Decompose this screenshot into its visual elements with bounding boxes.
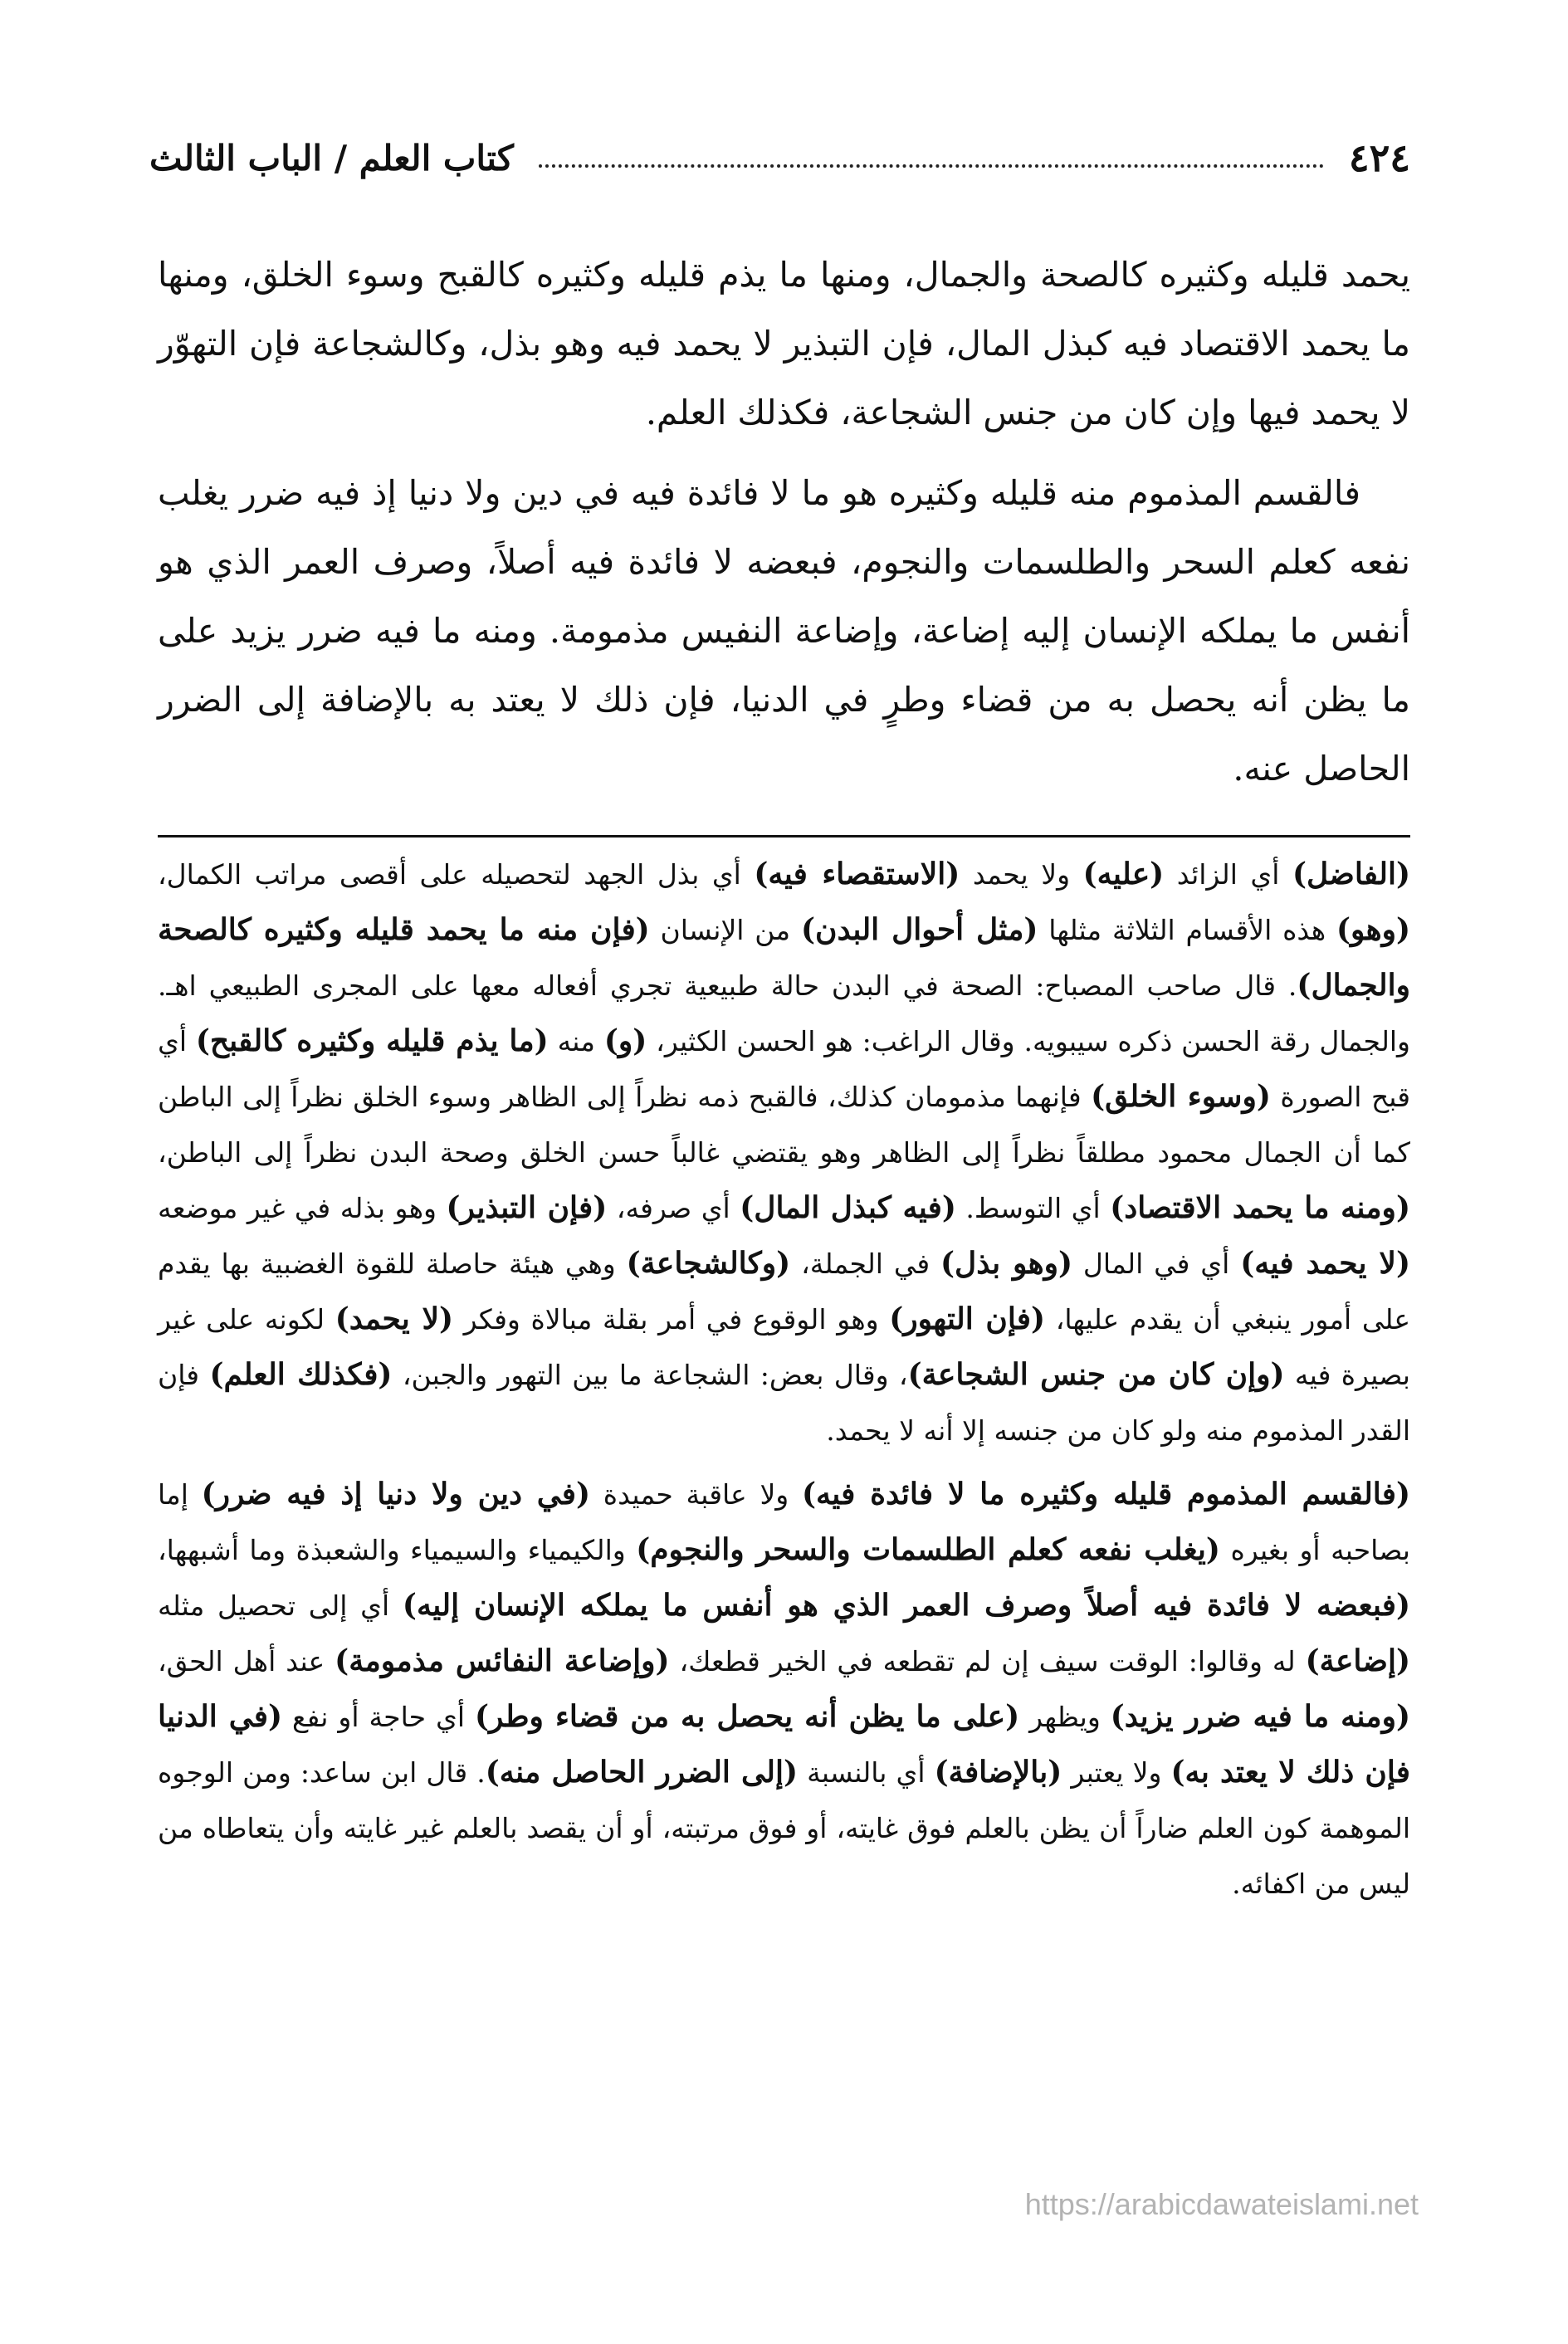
commentary-run: والكيمياء والسيمياء والشعبذة وما أشبهها، [158,1534,637,1566]
main-paragraph: فالقسم المذموم منه قليله وكثيره هو ما لا فائدة فيه في دين ولا دنيا إذ فيه ضرر يغلب نفعه كعلم السحر والطلسمات والنجوم، فبعضه لا فائدة فيه أصلاً، وصرف العمر الذي هو أنفس ما يملكه الإنسان إليه إضاعة، وإضاعة النفيس مذمومة. ومنه ما فيه ضرر يزيد على ما يظن أنه يحصل به من قضاء وطرٍ في الدنيا، فإن ذلك لا يعتد به بالإضافة إلى الضرر الحاصل عنه. [158,473,1410,789]
quoted-matn-run: (إلى الضرر الحاصل منه) [485,1755,799,1790]
quoted-matn-run: (عليه) [1082,857,1165,891]
quoted-matn-run: (فإن منه ما يحمد قليله وكثيره كالصحة والجمال) [158,912,1410,1003]
commentary-run: ولا يعتبر [1062,1756,1171,1789]
commentary-run: فإنهما مذمومان كذلك، فالقبح ذمه نظراً إلى الظاهر وسوء الخلق نظراً إلى الباطن كما أن الجمال محمود مطلقاً نظراً إلى الظاهر وهو يقتضي غالباً حسن الخلق وصحة البدن نظراً إلى الباطن، [158,1081,1410,1169]
quoted-matn-run: (على ما يظن أنه يحصل به من قضاء وطر) [475,1699,1020,1734]
quoted-matn-run: (الاستقصاء فيه) [754,857,960,891]
quoted-matn-run: (بالإضافة) [934,1755,1062,1790]
commentary-run: وهي هيئة حاصلة للقوة الغضبية بها يقدم على أمور ينبغي أن يقدم عليها، [158,1248,1411,1336]
commentary-run: ويظهر [1019,1701,1111,1733]
watermark-url: https://arabicdawateislami.net [1024,2187,1419,2221]
commentary-run: وهو الوقوع في أمر بقلة مبالاة وفكر [453,1303,890,1336]
commentary-run: أي قبح الصورة [158,1025,1410,1113]
quoted-matn-run: (و) [603,1023,647,1058]
commentary-run: له وقالوا: الوقت سيف إن لم تقطعه في الخير قطعك، [669,1645,1306,1677]
quoted-matn-run: (فبعضه لا فائدة فيه أصلاً وصرف العمر الذي هو أنفس ما يملكه الإنسان إليه) [402,1588,1410,1623]
commentary-run: لكونه على غير بصيرة فيه [158,1303,1410,1391]
commentary-run: . قال ابن ساعد: ومن الوجوه الموهمة كون العلم ضاراً أن يظن بالعلم فوق غايته، أو فوق مرتبته، أو أن يقصد بالعلم غير غايته وأن يتعاطاه من ليس من اكفائه. [158,1756,1410,1900]
quoted-matn-run: (في دين ولا دنيا إذ فيه ضرر) [201,1477,591,1511]
commentary-run: أي بذل الجهد لتحصيله على أقصى مراتب الكمال، [158,858,755,891]
quoted-matn-run: (ما يذم قليله وكثيره كالقبح) [195,1023,549,1058]
page-number: ٤٢٤ [1348,135,1410,180]
commentary-run: عند أهل الحق، [158,1645,335,1677]
commentary-run: ، وقال بعض: الشجاعة ما بين التهور والجبن، [392,1359,908,1391]
commentary-run: منه [548,1025,604,1057]
quoted-matn-run: (لا يحمد) [335,1301,454,1336]
commentary-run: . قال صاحب المصباح: الصحة في البدن حالة طبيعية تجري أفعاله معها على المجرى الطبيعي اهـ. والجمال رقة الحسن ذكره سيبويه. وقال الراغب: هو الحسن الكثير، [158,969,1410,1057]
quoted-matn-run: (فالقسم المذموم قليله وكثيره ما لا فائدة فيه) [801,1477,1411,1511]
commentary-run: أي صرفه، [607,1192,740,1224]
commentary-run: في الجملة، [790,1248,941,1280]
commentary-run: من الإنسان [649,914,801,946]
quoted-matn-run: (الفاضل) [1292,857,1411,891]
quoted-matn-run: (إضاعة) [1305,1643,1410,1678]
commentary-run: أي في المال [1072,1248,1241,1280]
quoted-matn-run: (فيه كبذل المال) [740,1190,956,1225]
quoted-matn-run: (فكذلك العلم) [209,1357,393,1392]
footnote-separator [158,835,1410,837]
commentary-run: أي حاجة أو نفع [282,1701,475,1733]
quoted-matn-run: (فإن التبذير) [446,1190,608,1225]
main-paragraph: يحمد قليله وكثيره كالصحة والجمال، ومنها ما يذم قليله وكثيره كالقبح وسوء الخلق، ومنها ما يحمد الاقتصاد فيه كبذل المال، فإن التبذير لا يحمد فيه وهو بذل، وكالشجاعة فإن التهوّر لا يحمد فيها وإن كان من جنس الشجاعة، فكذلك العلم. [158,255,1410,432]
page-header [149,125,1410,191]
main-text [158,241,1410,815]
commentary-run: فإن القدر المذموم منه ولو كان من جنسه إلا أنه لا يحمد. [158,1359,1410,1447]
commentary-run: ولا يحمد [960,858,1083,891]
commentary-run: أي الزائد [1164,858,1292,891]
commentary-paragraph [158,847,1410,1458]
quoted-matn-run: (وهو) [1336,912,1410,947]
quoted-matn-run: (ومنه ما فيه ضرر يزيد) [1110,1699,1410,1734]
commentary-run: وهو بذله في غير موضعه [158,1192,447,1224]
commentary-paragraph [158,1467,1410,1912]
quoted-matn-run: (يغلب نفعه كعلم الطلسمات والسحر والنجوم) [636,1532,1220,1567]
quoted-matn-run: (ومنه ما يحمد الاقتصاد) [1110,1190,1410,1225]
commentary-run: ولا عاقبة حميدة [590,1478,802,1511]
quoted-matn-run: (وسوء الخلق) [1091,1079,1271,1114]
commentary-run: هذه الأقسام الثلاثة مثلها [1038,914,1336,946]
commentary-section [158,847,1410,1920]
quoted-matn-run: (لا يحمد فيه) [1240,1246,1410,1281]
quoted-matn-run: (وإن كان من جنس الشجاعة) [907,1357,1285,1392]
quoted-matn-run: (في الدنيا فإن ذلك لا يعتد به) [158,1699,1410,1790]
quoted-matn-run: (مثل أحوال البدن) [800,912,1038,947]
quoted-matn-run: (وإضاعة النفائس مذمومة) [335,1643,670,1678]
quoted-matn-run: (فإن التهور) [889,1301,1046,1336]
commentary-run: أي إلى تحصيل مثله [158,1590,403,1622]
commentary-run: أي التوسط. [955,1192,1111,1224]
running-title: كتاب العلم / الباب الثالث [149,137,514,178]
header-dotted-leader [539,164,1324,168]
quoted-matn-run: (وهو بذل) [940,1246,1073,1281]
quoted-matn-run: (وكالشجاعة) [626,1246,791,1281]
commentary-run: إما بصاحبه أو بغيره [158,1478,1410,1566]
commentary-run: أي بالنسبة [798,1756,935,1789]
